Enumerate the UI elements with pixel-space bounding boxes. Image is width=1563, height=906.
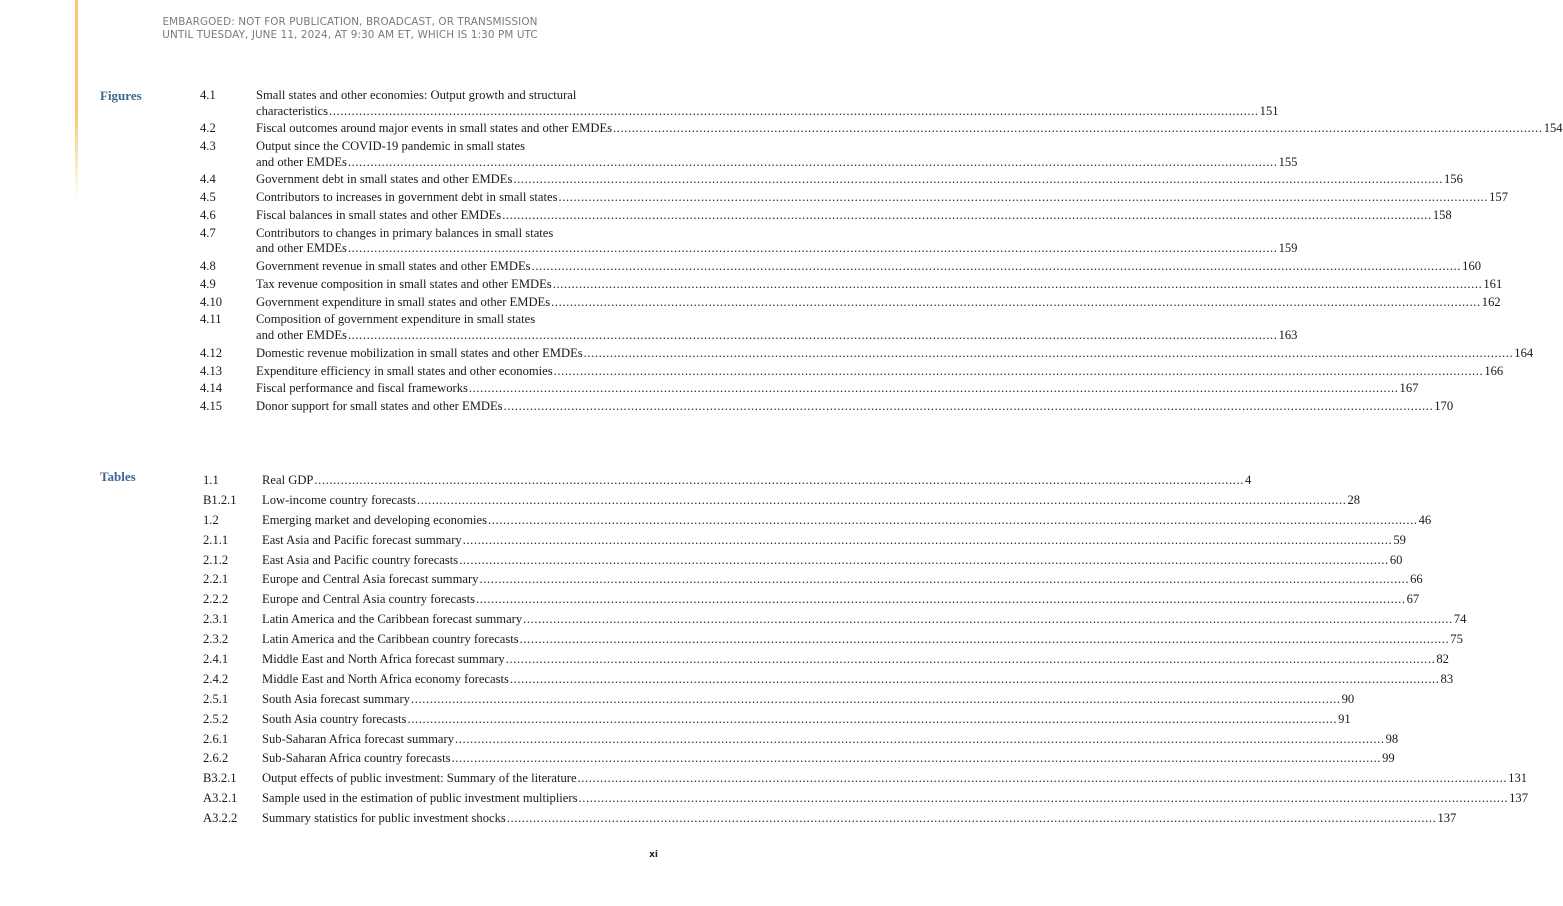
entry-title-line — [262, 671, 1453, 687]
dot-leader — [479, 571, 1409, 587]
toc-entry[interactable] — [203, 571, 1423, 587]
entry-title: Contributors to increases in government debt in small states — [256, 190, 558, 205]
entry-number: 4.8 — [200, 259, 216, 274]
toc-entry[interactable] — [200, 312, 1298, 343]
entry-body — [256, 172, 1463, 188]
toc-entry[interactable] — [203, 711, 1351, 727]
entry-page-number: 162 — [1481, 294, 1501, 309]
toc-entry[interactable] — [200, 381, 1419, 397]
entry-page-number: 167 — [1399, 381, 1419, 396]
embargo-notice — [0, 16, 700, 42]
entry-page-number: 159 — [1278, 241, 1298, 256]
entry-number: B1.2.1 — [203, 492, 237, 507]
entry-title: Expenditure efficiency in small states and other economies — [256, 363, 553, 378]
dot-leader — [455, 731, 1385, 747]
entry-title-line — [262, 711, 1351, 727]
dot-leader — [510, 671, 1440, 687]
dot-leader — [578, 770, 1508, 786]
entry-title: Fiscal balances in small states and other EMDEs — [256, 207, 502, 222]
entry-body — [262, 750, 1395, 766]
entry-body — [262, 770, 1527, 786]
entry-number: 4.12 — [200, 345, 223, 360]
toc-entry[interactable] — [200, 207, 1452, 224]
toc-entry[interactable] — [203, 532, 1406, 548]
entry-body — [256, 381, 1418, 397]
entry-title: Sub-Saharan Africa forecast summary — [262, 731, 454, 746]
entry-title-first-line: Contributors to changes in primary balances in small states — [256, 225, 554, 240]
entry-body — [262, 492, 1360, 508]
entry-title-line — [262, 591, 1419, 607]
dot-leader — [613, 121, 1543, 137]
entry-page-number: 67 — [1406, 592, 1420, 607]
entry-number: 4.4 — [200, 172, 216, 187]
entry-title-line — [262, 472, 1251, 488]
entry-title: Europe and Central Asia country forecasts — [262, 592, 475, 607]
entry-title: Tax revenue composition in small states and other EMDEs — [256, 276, 552, 291]
entry-number: 4.9 — [200, 276, 216, 291]
entry-title: South Asia country forecasts — [262, 711, 407, 726]
entry-body — [262, 472, 1251, 488]
entry-title-line — [256, 399, 1453, 415]
entry-page-number: 75 — [1450, 632, 1463, 647]
entry-page-number: 59 — [1393, 532, 1406, 547]
dot-leader — [348, 155, 1278, 171]
dot-leader — [502, 208, 1432, 224]
entry-title-line — [256, 121, 1563, 137]
dot-leader — [554, 364, 1484, 380]
entry-title-line — [262, 512, 1431, 528]
dot-leader — [532, 259, 1462, 275]
toc-entry[interactable] — [203, 731, 1399, 747]
entry-page-number: 82 — [1436, 652, 1449, 667]
entry-page-number: 164 — [1514, 345, 1534, 360]
toc-entry[interactable] — [203, 591, 1420, 607]
entry-number: A3.2.1 — [203, 791, 238, 806]
entry-number: 2.2.2 — [203, 592, 229, 607]
entry-body — [256, 139, 1297, 170]
entry-page-number: 131 — [1508, 771, 1528, 786]
toc-entry[interactable] — [203, 472, 1252, 488]
entry-number: 4.3 — [200, 139, 216, 154]
toc-entry[interactable] — [203, 651, 1449, 667]
entry-title-line — [256, 295, 1501, 311]
dot-leader — [329, 104, 1259, 120]
entry-page-number: 166 — [1484, 363, 1504, 378]
dot-leader — [463, 532, 1393, 548]
entry-title-line — [262, 691, 1354, 707]
entry-page-number: 74 — [1453, 612, 1467, 627]
dot-leader — [504, 399, 1434, 415]
entry-title-line — [262, 611, 1466, 627]
entry-number: 2.1.1 — [203, 532, 229, 547]
toc-entry[interactable] — [203, 810, 1457, 826]
toc-entry[interactable] — [200, 345, 1534, 362]
entry-title-line — [262, 651, 1449, 667]
page-number: xi — [649, 850, 658, 860]
entry-title-line — [256, 346, 1533, 362]
entry-title-line — [256, 190, 1508, 206]
entry-body — [262, 790, 1528, 806]
entry-body — [256, 346, 1533, 362]
toc-entry[interactable] — [203, 492, 1361, 508]
entry-page-number: 163 — [1278, 327, 1298, 342]
figures-list — [200, 88, 1563, 417]
entry-page-number: 137 — [1437, 811, 1457, 826]
dot-leader — [513, 172, 1443, 188]
dot-leader — [584, 346, 1514, 362]
entry-number: 2.3.1 — [203, 612, 229, 627]
entry-title: Summary statistics for public investment shocks — [262, 811, 506, 826]
entry-number: 4.10 — [200, 294, 223, 309]
entry-body — [256, 226, 1297, 257]
entry-body — [262, 691, 1354, 707]
entry-title-line — [262, 532, 1406, 548]
entry-title-line — [256, 277, 1502, 293]
entry-page-number: 28 — [1347, 492, 1361, 507]
entry-page-number: 155 — [1278, 154, 1298, 169]
tables-heading: Tables — [100, 469, 136, 484]
entry-page-number: 157 — [1489, 190, 1509, 205]
entry-title: Government expenditure in small states and other EMDEs — [256, 294, 551, 309]
entry-page-number: 170 — [1434, 399, 1454, 414]
entry-title: Sub-Saharan Africa country forecasts — [262, 751, 451, 766]
entry-body — [262, 571, 1423, 587]
toc-entry[interactable] — [200, 121, 1563, 137]
entry-number: 4.13 — [200, 363, 223, 378]
entry-title: Government debt in small states and other EMDEs — [256, 172, 513, 187]
toc-entry[interactable] — [200, 363, 1504, 380]
dot-leader — [559, 190, 1489, 206]
entry-title-line — [256, 172, 1463, 188]
entry-number: 4.2 — [200, 121, 216, 136]
dot-leader — [488, 512, 1418, 528]
entry-page-number: 151 — [1259, 103, 1279, 118]
entry-title: Latin America and the Caribbean forecast summary — [262, 612, 523, 627]
entry-number: 2.1.2 — [203, 552, 229, 567]
entry-title: East Asia and Pacific forecast summary — [262, 532, 462, 547]
toc-entry[interactable] — [200, 294, 1501, 311]
entry-title: Emerging market and developing economies — [262, 512, 487, 527]
entry-title-line — [262, 492, 1360, 508]
figures-heading: Figures — [100, 88, 142, 103]
entry-page-number: 137 — [1509, 791, 1529, 806]
entry-title: Middle East and North Africa economy forecasts — [262, 671, 509, 686]
dot-leader — [314, 472, 1244, 488]
entry-title: characteristics — [256, 103, 329, 118]
entry-title-line — [256, 155, 1297, 171]
entry-title-line — [256, 381, 1418, 397]
entry-body — [262, 552, 1402, 568]
entry-page-number: 90 — [1341, 691, 1355, 706]
entry-number: 2.4.1 — [203, 652, 229, 667]
entry-page-number: 46 — [1418, 512, 1432, 527]
entry-body — [262, 512, 1431, 528]
entry-title-line — [256, 104, 1279, 120]
entry-number: 2.6.1 — [203, 731, 229, 746]
entry-title: Donor support for small states and other EMDEs — [256, 399, 503, 414]
entry-page-number: 161 — [1483, 276, 1503, 291]
entry-body — [256, 88, 1279, 119]
entry-title: Fiscal performance and fiscal frameworks — [256, 381, 468, 396]
entry-page-number: 99 — [1382, 751, 1395, 766]
entry-body — [262, 591, 1419, 607]
entry-title-line — [262, 571, 1423, 587]
entry-body — [262, 532, 1406, 548]
entry-title: and other EMDEs — [256, 327, 347, 342]
entry-title: Europe and Central Asia forecast summary — [262, 572, 479, 587]
entry-number: 4.7 — [200, 225, 216, 240]
toc-entry[interactable] — [203, 671, 1454, 687]
entry-number: 2.5.2 — [203, 711, 229, 726]
toc-entry[interactable] — [200, 139, 1298, 170]
entry-number: 2.2.1 — [203, 572, 229, 587]
entry-body — [262, 631, 1463, 647]
entry-number: 2.4.2 — [203, 671, 229, 686]
entry-page-number: 91 — [1338, 711, 1351, 726]
toc-entry[interactable] — [200, 259, 1482, 275]
entry-number: 4.1 — [200, 88, 216, 102]
entry-body — [256, 121, 1563, 137]
entry-number: 4.11 — [200, 312, 222, 327]
entry-title-first-line: Output since the COVID-19 pandemic in small states — [256, 139, 525, 154]
entry-title-line — [256, 364, 1503, 380]
dot-leader — [417, 492, 1347, 508]
entry-number: 4.5 — [200, 190, 216, 205]
entry-title-first-line: Composition of government expenditure in small states — [256, 312, 536, 327]
entry-title: Latin America and the Caribbean country forecasts — [262, 632, 519, 647]
entry-body — [262, 711, 1351, 727]
toc-entry[interactable] — [203, 750, 1395, 766]
toc-entry[interactable] — [200, 225, 1298, 257]
entry-title-line — [256, 241, 1297, 257]
entry-title: and other EMDEs — [256, 154, 347, 169]
entry-title-line — [256, 328, 1297, 344]
entry-title-line — [262, 552, 1402, 568]
entry-number: 2.5.1 — [203, 691, 229, 706]
dot-leader — [507, 810, 1437, 826]
entry-number: 4.15 — [200, 399, 223, 414]
dot-leader — [411, 691, 1341, 707]
toc-entry[interactable] — [200, 399, 1454, 415]
entry-title: East Asia and Pacific country forecasts — [262, 552, 459, 567]
entry-page-number: 158 — [1432, 207, 1452, 222]
entry-page-number: 83 — [1440, 671, 1454, 686]
toc-entry[interactable] — [203, 611, 1467, 627]
entry-page-number: 60 — [1389, 552, 1403, 567]
entry-body — [256, 312, 1297, 343]
entry-body — [256, 208, 1452, 224]
entry-body — [256, 190, 1508, 206]
entry-title-line — [262, 790, 1528, 806]
toc-entry[interactable] — [200, 190, 1509, 206]
toc-entry[interactable] — [203, 631, 1463, 647]
dot-leader — [407, 711, 1337, 727]
entry-title-line — [256, 259, 1481, 275]
entry-title: Middle East and North Africa forecast summary — [262, 652, 505, 667]
toc-entry[interactable] — [203, 770, 1528, 786]
entry-title: and other EMDEs — [256, 241, 347, 256]
toc-entry[interactable] — [200, 88, 1279, 119]
tables-list — [203, 472, 1529, 830]
entry-body — [262, 731, 1398, 747]
entry-body — [256, 399, 1453, 415]
dot-leader — [469, 381, 1399, 397]
entry-title-line — [262, 770, 1527, 786]
toc-entry[interactable] — [200, 276, 1503, 293]
dot-leader — [520, 631, 1450, 647]
entry-title: Government revenue in small states and other EMDEs — [256, 259, 531, 274]
entry-body — [256, 295, 1501, 311]
entry-number: 2.3.2 — [203, 632, 229, 647]
toc-entry[interactable] — [203, 691, 1355, 707]
entry-title-line — [262, 810, 1456, 826]
entry-title-line — [262, 750, 1395, 766]
toc-entry[interactable] — [203, 552, 1403, 568]
entry-title-line — [262, 631, 1463, 647]
entry-title: Real GDP — [262, 473, 314, 487]
entry-body — [256, 364, 1503, 380]
entry-title: Output effects of public investment: Summary of the literature — [262, 771, 577, 786]
entry-body — [256, 259, 1481, 275]
embargo-line-2: UNTIL TUESDAY, JUNE 11, 2024, AT 9:30 AM ET, WHICH IS 1:30 PM UTC — [162, 29, 538, 41]
entry-title: Low-income country forecasts — [262, 492, 416, 507]
entry-title: Domestic revenue mobilization in small states and other EMDEs — [256, 345, 583, 360]
entry-number: B3.2.1 — [203, 771, 237, 786]
entry-number: 4.14 — [200, 381, 223, 396]
dot-leader — [523, 611, 1453, 627]
embargo-line-1: EMBARGOED: NOT FOR PUBLICATION, BROADCAST, OR TRANSMISSION — [162, 16, 538, 28]
dot-leader — [553, 277, 1483, 293]
entry-page-number: 98 — [1385, 731, 1399, 746]
entry-number: 2.6.2 — [203, 751, 229, 766]
toc-entry[interactable] — [200, 172, 1463, 188]
dot-leader — [551, 295, 1481, 311]
entry-title: Sample used in the estimation of public investment multipliers — [262, 791, 578, 806]
toc-entry[interactable] — [203, 790, 1529, 806]
entry-body — [262, 611, 1466, 627]
dot-leader — [348, 241, 1278, 257]
entry-body — [256, 277, 1502, 293]
entry-title-first-line: Small states and other economies: Output growth and structural — [256, 88, 577, 102]
entry-page-number: 4 — [1245, 473, 1252, 487]
entry-number: A3.2.2 — [203, 811, 238, 826]
dot-leader — [579, 790, 1509, 806]
entry-body — [262, 810, 1456, 826]
dot-leader — [459, 552, 1389, 568]
entry-body — [262, 671, 1453, 687]
entry-body — [262, 651, 1449, 667]
entry-title: South Asia forecast summary — [262, 691, 410, 706]
entry-page-number: 66 — [1410, 572, 1423, 587]
entry-number: 4.6 — [200, 207, 216, 222]
entry-number: 1.2 — [203, 512, 219, 527]
entry-number: 1.1 — [203, 473, 219, 487]
toc-entry[interactable] — [203, 512, 1432, 528]
dot-leader — [476, 591, 1406, 607]
entry-page-number: 160 — [1462, 259, 1482, 274]
dot-leader — [506, 651, 1436, 667]
entry-page-number: 154 — [1543, 121, 1563, 136]
entry-title-line — [256, 208, 1452, 224]
dot-leader — [348, 328, 1278, 344]
entry-title: Fiscal outcomes around major events in small states and other EMDEs — [256, 121, 613, 136]
dot-leader — [452, 750, 1382, 766]
entry-page-number: 156 — [1444, 172, 1463, 187]
entry-title-line — [262, 731, 1398, 747]
